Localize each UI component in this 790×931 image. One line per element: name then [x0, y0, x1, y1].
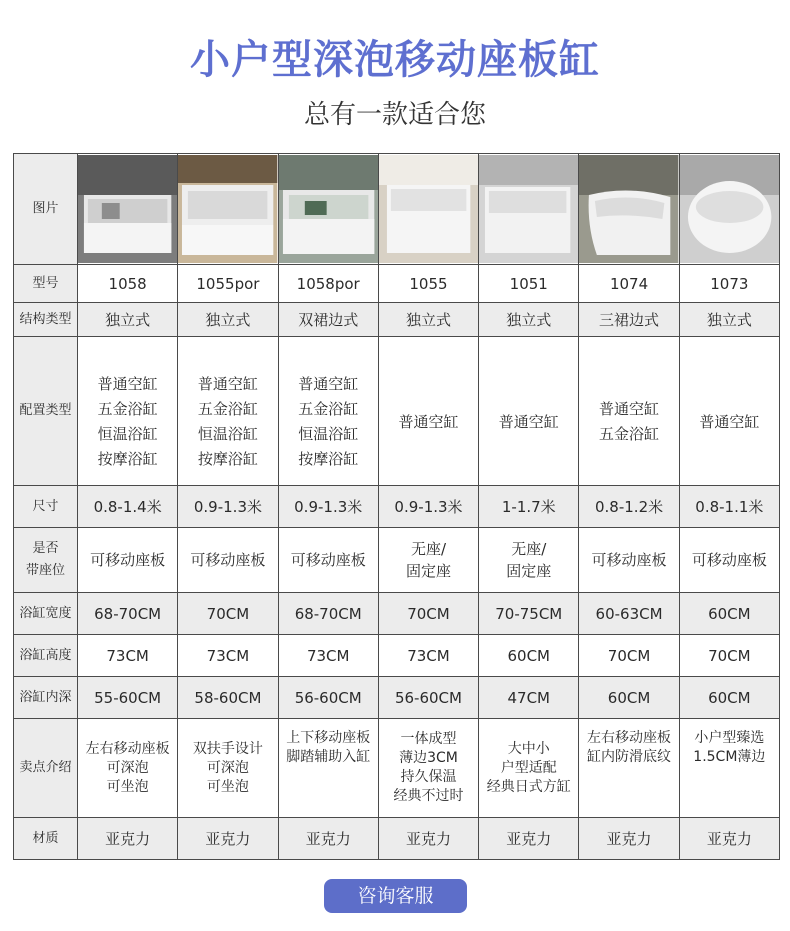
- product-image-1055por: [178, 154, 278, 265]
- model-cell: 1058: [78, 265, 178, 303]
- product-image-1055: [378, 154, 478, 265]
- seat-row: [14, 528, 780, 593]
- config-cell: [278, 337, 378, 486]
- seat-line: 可移动座板: [190, 551, 266, 569]
- structure-cell: 独立式: [178, 303, 278, 337]
- selling-line: 大中小: [507, 740, 550, 757]
- selling-cell: [679, 719, 779, 818]
- comparison-table: [13, 153, 780, 860]
- seat-line: 可移动座板: [290, 551, 366, 569]
- depth-cell: 55-60CM: [78, 677, 178, 719]
- size-cell: 0.8-1.2米: [579, 486, 679, 528]
- height-cell: 70CM: [679, 635, 779, 677]
- contact-service-button[interactable]: 咨询客服: [324, 879, 467, 913]
- structure-cell: 独立式: [78, 303, 178, 337]
- product-image-1073: [679, 154, 779, 265]
- structure-cell: 独立式: [479, 303, 579, 337]
- depth-cell: 60CM: [679, 677, 779, 719]
- width-cell: 70CM: [178, 593, 278, 635]
- material-cell: 亚克力: [479, 818, 579, 860]
- selling-line: 持久保温: [400, 769, 457, 785]
- seat-cell: [278, 528, 378, 593]
- label-structure: 结构类型: [14, 303, 78, 337]
- selling-line: 薄边3CM: [399, 750, 458, 766]
- label-config: 配置类型: [14, 337, 78, 486]
- label-width: 浴缸宽度: [14, 593, 78, 635]
- size-cell: 0.9-1.3米: [178, 486, 278, 528]
- seat-cell: [178, 528, 278, 593]
- selling-line: 脚踏辅助入缸: [286, 749, 371, 765]
- seat-cell: [479, 528, 579, 593]
- config-line: 五金浴缸: [599, 425, 660, 443]
- model-cell: 1073: [679, 265, 779, 303]
- config-line: 普通空缸: [699, 412, 760, 431]
- config-line: 普通空缸: [197, 375, 258, 393]
- material-cell: 亚克力: [178, 818, 278, 860]
- config-line: 五金浴缸: [298, 400, 359, 418]
- structure-cell: 独立式: [378, 303, 478, 337]
- seat-line: 固定座: [405, 562, 451, 580]
- material-cell: 亚克力: [579, 818, 679, 860]
- selling-line: 经典不过时: [393, 788, 464, 804]
- seat-line: 无座/: [410, 540, 447, 558]
- seat-cell: [378, 528, 478, 593]
- width-cell: 60-63CM: [579, 593, 679, 635]
- config-line: 恒温浴缸: [97, 425, 158, 443]
- depth-cell: 56-60CM: [378, 677, 478, 719]
- config-cell: [78, 337, 178, 486]
- structure-cell: 独立式: [679, 303, 779, 337]
- config-line: 恒温浴缸: [197, 425, 258, 443]
- selling-line: 户型适配: [500, 759, 557, 776]
- size-row: [14, 486, 780, 528]
- config-line: 普通空缸: [398, 412, 459, 431]
- selling-cell: [78, 719, 178, 818]
- model-cell: 1055por: [178, 265, 278, 303]
- product-image-1074: [579, 154, 679, 265]
- selling-line: 左右移动座板: [85, 740, 170, 757]
- height-cell: 73CM: [78, 635, 178, 677]
- size-cell: 0.9-1.3米: [278, 486, 378, 528]
- material-row: [14, 818, 780, 860]
- height-cell: 70CM: [579, 635, 679, 677]
- selling-line: 小户型臻选: [694, 730, 765, 746]
- seat-line: 无座/: [511, 540, 547, 558]
- selling-line: 可深泡: [206, 759, 249, 776]
- size-cell: 0.9-1.3米: [378, 486, 478, 528]
- label-size: 尺寸: [14, 486, 78, 528]
- config-line: 普通空缸: [97, 375, 158, 393]
- structure-row: [14, 303, 780, 337]
- model-cell: 1074: [579, 265, 679, 303]
- size-cell: 1-1.7米: [479, 486, 579, 528]
- selling-line: 可坐泡: [106, 778, 149, 795]
- seat-line: 可移动座板: [691, 551, 767, 569]
- selling-line: 经典日式方缸: [486, 778, 571, 795]
- size-cell: 0.8-1.1米: [679, 486, 779, 528]
- material-cell: 亚克力: [78, 818, 178, 860]
- seat-line: 可移动座板: [591, 551, 667, 569]
- depth-row: [14, 677, 780, 719]
- seat-line: 可移动座板: [90, 551, 166, 569]
- selling-line: 左右移动座板: [587, 730, 672, 746]
- label-seat-line: 带座位: [25, 563, 65, 578]
- label-seat-line: 是否: [32, 541, 59, 556]
- width-cell: 60CM: [679, 593, 779, 635]
- width-cell: 70CM: [378, 593, 478, 635]
- config-line: 五金浴缸: [197, 400, 258, 418]
- selling-line: 双扶手设计: [192, 740, 263, 757]
- product-image-1051: [479, 154, 579, 265]
- image-row: [14, 154, 780, 265]
- selling-cell: [479, 719, 579, 818]
- depth-cell: 60CM: [579, 677, 679, 719]
- depth-cell: 58-60CM: [178, 677, 278, 719]
- config-line: 按摩浴缸: [197, 450, 258, 468]
- config-line: 按摩浴缸: [97, 450, 158, 468]
- height-cell: 73CM: [378, 635, 478, 677]
- config-line: 普通空缸: [599, 400, 660, 418]
- selling-line: 缸内防滑底纹: [587, 749, 672, 765]
- width-cell: 70-75CM: [479, 593, 579, 635]
- seat-cell: [679, 528, 779, 593]
- size-cell: 0.8-1.4米: [78, 486, 178, 528]
- width-row: [14, 593, 780, 635]
- depth-cell: 47CM: [479, 677, 579, 719]
- config-line: 五金浴缸: [97, 400, 158, 418]
- height-row: [14, 635, 780, 677]
- selling-row: [14, 719, 780, 818]
- label-seat: [14, 528, 78, 593]
- material-cell: 亚克力: [679, 818, 779, 860]
- config-cell: [679, 337, 779, 486]
- material-cell: 亚克力: [278, 818, 378, 860]
- depth-cell: 56-60CM: [278, 677, 378, 719]
- product-image-1058por: [278, 154, 378, 265]
- config-row: [14, 337, 780, 486]
- config-cell: [579, 337, 679, 486]
- seat-line: 固定座: [506, 562, 552, 580]
- width-cell: 68-70CM: [78, 593, 178, 635]
- structure-cell: 双裙边式: [278, 303, 378, 337]
- selling-line: 一体成型: [400, 731, 457, 747]
- selling-cell: [378, 719, 478, 818]
- config-cell: [178, 337, 278, 486]
- config-cell: [479, 337, 579, 486]
- seat-cell: [78, 528, 178, 593]
- width-cell: 68-70CM: [278, 593, 378, 635]
- product-image-1058: [78, 154, 178, 265]
- selling-cell: [579, 719, 679, 818]
- seat-cell: [579, 528, 679, 593]
- config-line: 按摩浴缸: [298, 450, 359, 468]
- selling-line: 可坐泡: [206, 778, 249, 795]
- page-title: 小户型深泡移动座板缸: [190, 37, 600, 83]
- selling-cell: [278, 719, 378, 818]
- selling-cell: [178, 719, 278, 818]
- config-line: 恒温浴缸: [298, 425, 359, 443]
- selling-line: 可深泡: [106, 759, 149, 776]
- height-cell: 73CM: [178, 635, 278, 677]
- height-cell: 60CM: [479, 635, 579, 677]
- structure-cell: 三裙边式: [579, 303, 679, 337]
- model-cell: 1055: [378, 265, 478, 303]
- label-image: 图片: [14, 154, 78, 265]
- model-row: [14, 265, 780, 303]
- config-cell: [378, 337, 478, 486]
- model-cell: 1058por: [278, 265, 378, 303]
- config-line: 普通空缸: [498, 412, 559, 431]
- selling-line: 1.5CM薄边: [693, 749, 766, 765]
- config-line: 普通空缸: [298, 375, 359, 393]
- label-model: 型号: [14, 265, 78, 303]
- label-selling: 卖点介绍: [14, 719, 78, 818]
- material-cell: 亚克力: [378, 818, 478, 860]
- label-material: 材质: [14, 818, 78, 860]
- height-cell: 73CM: [278, 635, 378, 677]
- label-depth: 浴缸内深: [14, 677, 78, 719]
- page-subtitle: 总有一款适合您: [303, 100, 486, 130]
- selling-line: 上下移动座板: [286, 730, 371, 746]
- model-cell: 1051: [479, 265, 579, 303]
- label-height: 浴缸高度: [14, 635, 78, 677]
